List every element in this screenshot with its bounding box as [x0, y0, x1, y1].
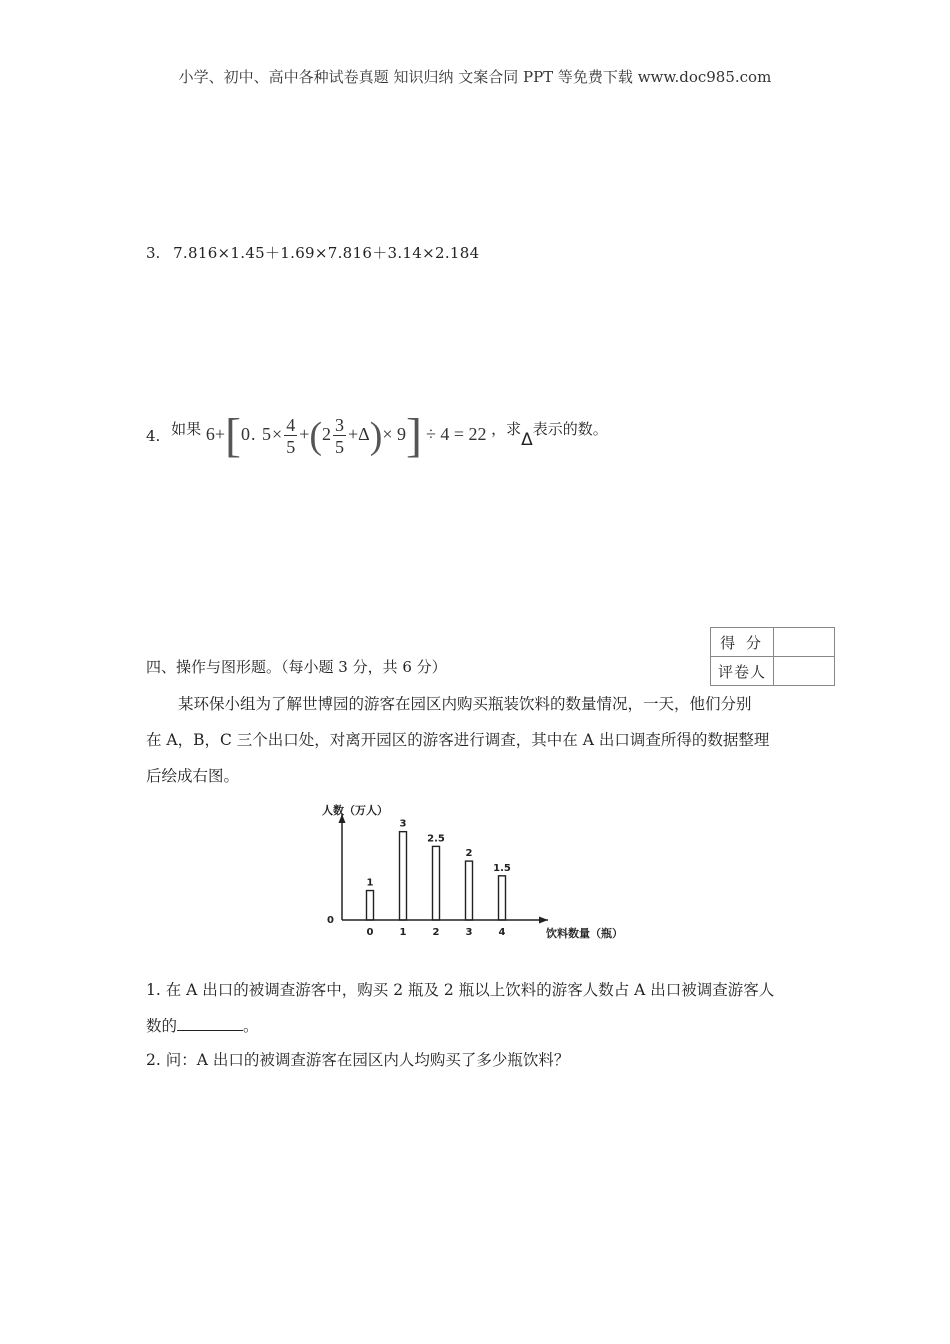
x-tick-label: 4 — [498, 927, 506, 938]
section-4-title: 四、操作与图形题。（每小题 3 分，共 6 分） — [146, 658, 447, 676]
x-tick-label: 3 — [465, 927, 473, 938]
formula-left-paren: ( — [309, 415, 322, 457]
question-4-prefix: 如果 — [171, 419, 202, 438]
x-axis-label: 饮料数量（瓶） — [546, 927, 623, 940]
question-4 — [146, 409, 608, 462]
bar — [466, 861, 473, 920]
bar-value-label: 2 — [465, 848, 473, 860]
chart-layer — [322, 803, 623, 940]
question-4-suffix-comma: ，求 — [491, 419, 522, 438]
x-axis-arrow — [539, 917, 548, 924]
subquestion-2: 2. 问：A 出口的被调查游客在园区内人均购买了多少瓶饮料？ — [146, 1051, 570, 1069]
formula-left-bracket: [ — [225, 409, 242, 462]
answer-blank[interactable] — [177, 1016, 243, 1031]
fraction-3-5 — [333, 415, 346, 458]
intro-line-3: 后绘成右图。 — [146, 767, 240, 785]
fraction-denominator: 5 — [286, 436, 296, 457]
bar — [400, 832, 407, 920]
bar-value-label: 1 — [366, 877, 374, 889]
grader-label: 评卷人 — [711, 657, 774, 686]
origin-label: 0 — [327, 915, 334, 926]
formula-right-bracket: ] — [406, 409, 423, 462]
bar — [499, 876, 506, 920]
x-tick-label: 1 — [399, 927, 407, 938]
formula-times-nine: × 9 — [382, 424, 407, 445]
question-4-formula — [205, 409, 491, 462]
bar-chart — [300, 800, 623, 950]
y-axis-label: 人数（万人） — [322, 804, 388, 817]
bar-value-label: 3 — [399, 818, 407, 830]
formula-right-paren: ) — [369, 415, 383, 457]
formula-zero-point-five: 0. 5 — [241, 424, 273, 445]
intro-line-1: 某环保小组为了解世博园的游客在园区内购买瓶装饮料的数量情况，一天，他们分别 — [178, 695, 752, 713]
fraction-denominator: 5 — [335, 436, 344, 457]
score-box — [710, 627, 835, 686]
question-4-suffix: 表示的数。 — [532, 419, 608, 438]
x-tick-label: 2 — [432, 927, 440, 938]
bar — [433, 846, 440, 920]
subquestion-1-prefix: 数的 — [146, 1017, 178, 1035]
question-3-number: 3. — [146, 244, 161, 262]
score-label: 得 分 — [711, 628, 774, 657]
formula-plus-2: + — [299, 424, 310, 445]
formula-plus: + — [214, 424, 226, 445]
grader-blank[interactable] — [774, 657, 835, 686]
intro-line-2: 在 A，B，C 三个出口处，对离开园区的游客进行调查，其中在 A 出口调查所得的数据整理 — [146, 731, 770, 749]
x-tick-label: 0 — [366, 927, 374, 938]
fraction-numerator: 4 — [286, 414, 296, 435]
question-4-number: 4. — [146, 427, 161, 445]
formula-plus-delta: +Δ — [348, 424, 370, 445]
fraction-4-5 — [284, 415, 297, 458]
page-header: 小学、初中、高中各种试卷真题 知识归纳 文案合同 PPT 等免费下载 www.doc985.com — [178, 68, 772, 86]
subquestion-1-suffix: 。 — [243, 1017, 259, 1035]
bar-value-label: 1.5 — [493, 862, 511, 874]
bar-value-label: 2.5 — [427, 833, 445, 845]
subquestion-1-line-2 — [146, 1008, 259, 1044]
fraction-numerator: 3 — [335, 414, 344, 435]
formula-times: × — [272, 424, 283, 445]
subquestion-1-line-1: 1. 在 A 出口的被调查游客中，购买 2 瓶及 2 瓶以上饮料的游客人数占 A 出口被调查游客人 — [146, 981, 775, 999]
question-3 — [146, 242, 479, 263]
question-3-expression: 7.816×1.45＋1.69×7.816＋3.14×2.184 — [173, 244, 480, 262]
delta-symbol: Δ — [521, 430, 533, 450]
formula-six: 6 — [205, 424, 215, 445]
formula-tail: ÷ 4 = 22 — [426, 424, 487, 445]
bar — [367, 891, 374, 920]
formula-whole-two: 2 — [322, 424, 331, 445]
score-blank[interactable] — [774, 628, 835, 657]
